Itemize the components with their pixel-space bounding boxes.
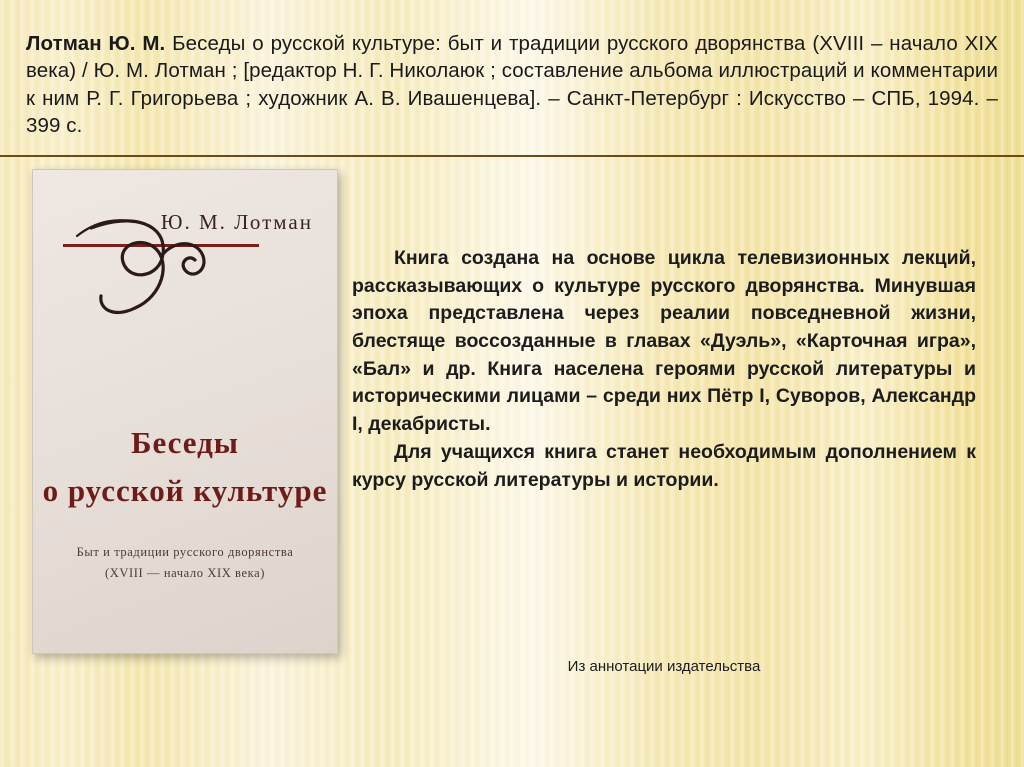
cover-title-line-2: о русской культуре	[42, 473, 328, 508]
bibliographic-citation	[26, 30, 998, 139]
book-cover	[32, 169, 338, 654]
annotation-paragraph: Для учащихся книга станет необходимым дополнением к курсу русской литературы и истории.	[352, 440, 976, 491]
cover-author: Ю. М. Лотман	[160, 210, 313, 234]
book-cover-image	[32, 169, 338, 654]
cover-title-line-1: Беседы	[130, 425, 239, 460]
bibliographic-header	[0, 0, 1024, 157]
ornament-icon	[71, 210, 231, 322]
annotation-text	[352, 245, 976, 494]
cover-title	[33, 425, 337, 509]
cover-subtitle	[33, 542, 337, 585]
citation-author: Лотман Ю. М.	[26, 32, 166, 55]
cover-subtitle-line-1: Быт и традиции русского дворянства	[76, 545, 294, 559]
annotation-paragraph: Книга создана на основе цикла телевизионных лекций, рассказывающих о культуре русского дворянства. Минувшая эпоха представлена через реалии повседневной жизни, блестяще воссозданные в главах «Дуэль», «Карточная игра», «Бал» и др. Книга населена героями русской литературы и историческими лицами – среди них Пётр I, Суворов, Александр I, декабристы.	[352, 247, 976, 436]
annotation-source: Из аннотации издательства	[567, 658, 761, 675]
cover-header-block	[63, 204, 315, 324]
citation-rest: Беседы о русской культуре: быт и традиции русского дворянства (XVIII – начало XIX века) / Ю. М. Лотман ; [редактор Н. Г. Николаюк ; составление альбома иллюстраций и комментарии к ним Р. Г. Григорьева ; художник А. В. Ивашенцева]. – Санкт-Петербург : Искусство – СПБ, 1994. – 399 с.	[26, 32, 998, 137]
cover-subtitle-line-2: (XVIII — начало XIX века)	[104, 566, 266, 581]
